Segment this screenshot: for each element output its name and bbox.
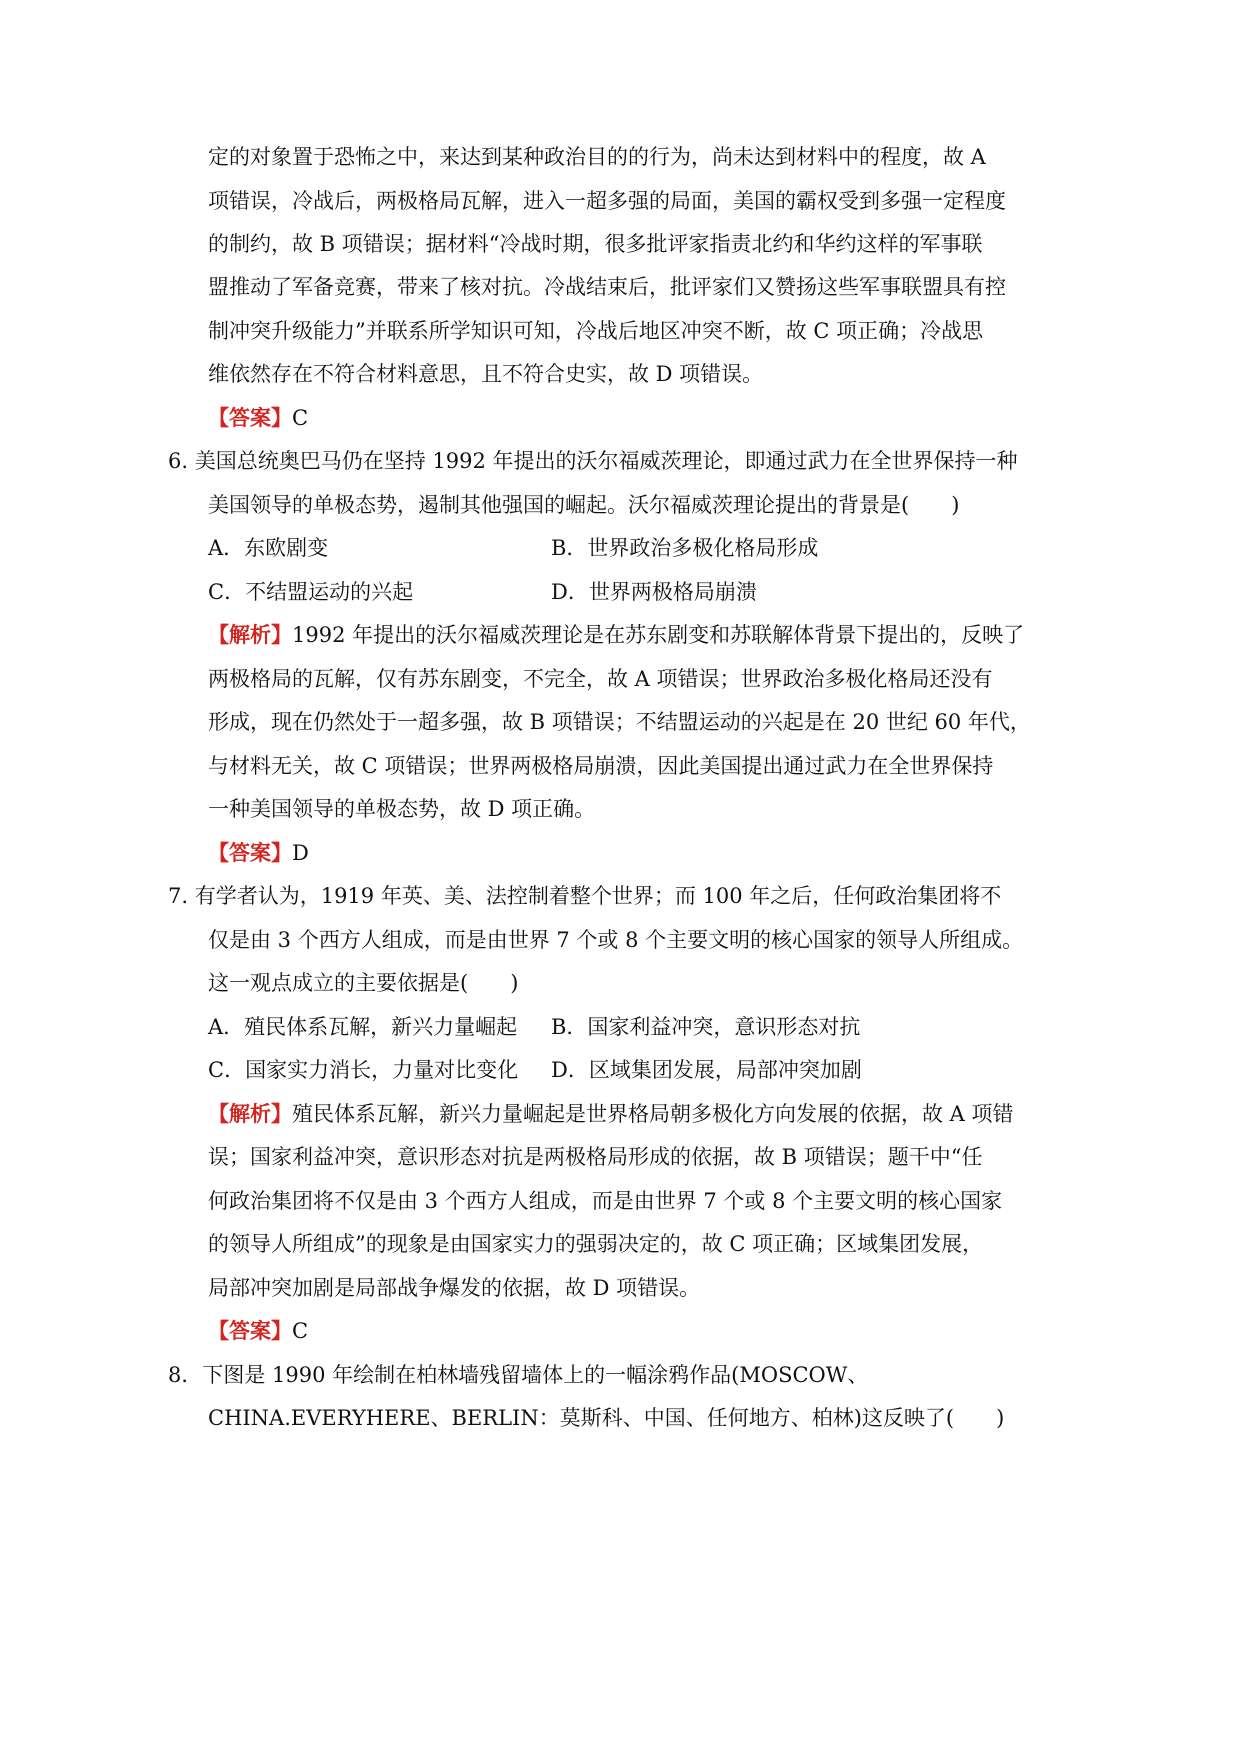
answer-value: C xyxy=(292,1319,309,1343)
analysis-line xyxy=(208,620,1024,650)
option-d: D．世界两极格局崩溃 xyxy=(551,580,757,604)
option-c: C．不结盟运动的兴起 xyxy=(208,580,414,604)
analysis-line: 形成，现在仍然处于一超多强，故 B 项错误；不结盟运动的兴起是在 20 世纪 60 年代， xyxy=(208,710,1031,734)
analysis-line: 的制约，故 B 项错误；据材料“冷战时期，很多批评家指责北约和华约这样的军事联 xyxy=(208,232,983,256)
question-stem-line: 8．下图是 1990 年绘制在柏林墙残留墙体上的一幅涂鸦作品(MOSCOW、 xyxy=(168,1363,869,1387)
analysis-line: 误；国家利益冲突，意识形态对抗是两极格局形成的依据，故 B 项错误；题干中“任 xyxy=(208,1145,983,1169)
analysis-text: 1992 年提出的沃尔福威茨理论是在苏东剧变和苏联解体背景下提出的，反映了 xyxy=(292,623,1025,647)
answer-label: 【答案】 xyxy=(208,840,292,865)
answer-label: 【答案】 xyxy=(208,1318,292,1343)
analysis-line: 两极格局的瓦解，仅有苏东剧变，不完全，故 A 项错误；世界政治多极化格局还没有 xyxy=(208,667,993,691)
analysis-label: 【解析】 xyxy=(208,1101,292,1126)
analysis-line: 的领导人所组成”的现象是由国家实力的强弱决定的，故 C 项正确；区域集团发展， xyxy=(208,1232,984,1256)
question-stem-line: CHINA.EVERYHERE、BERLIN：莫斯科、中国、任何地方、柏林)这反映了( ) xyxy=(208,1406,1005,1430)
answer-label: 【答案】 xyxy=(208,405,292,430)
answer-value: C xyxy=(292,406,309,430)
analysis-line: 一种美国领导的单极态势，故 D 项正确。 xyxy=(208,797,596,821)
question-stem-line: 美国领导的单极态势，遏制其他强国的崛起。沃尔福威茨理论提出的背景是( ) xyxy=(208,493,960,517)
question-stem-line: 仅是由 3 个西方人组成，而是由世界 7 个或 8 个主要文明的核心国家的领导人所组成。 xyxy=(208,928,1024,952)
analysis-line: 定的对象置于恐怖之中，来达到某种政治目的的行为，尚未达到材料中的程度，故 A xyxy=(208,145,986,169)
analysis-line: 盟推动了军备竞赛，带来了核对抗。冷战结束后，批评家们又赞扬这些军事联盟具有控 xyxy=(208,275,1006,299)
analysis-line: 项错误，冷战后，两极格局瓦解，进入一超多强的局面，美国的霸权受到多强一定程度 xyxy=(208,189,1006,213)
option-d: D．区域集团发展，局部冲突加剧 xyxy=(551,1058,862,1082)
analysis-line: 何政治集团将不仅是由 3 个西方人组成，而是由世界 7 个或 8 个主要文明的核心国家 xyxy=(208,1189,1003,1213)
answer-line xyxy=(208,838,309,868)
option-c: C．国家实力消长，力量对比变化 xyxy=(208,1058,519,1082)
option-b: B．世界政治多极化格局形成 xyxy=(551,536,819,560)
analysis-line xyxy=(208,1099,1014,1129)
option-a: A．殖民体系瓦解，新兴力量崛起 xyxy=(208,1015,518,1039)
question-stem-line: 这一观点成立的主要依据是( ) xyxy=(208,971,519,995)
option-b: B．国家利益冲突，意识形态对抗 xyxy=(551,1015,861,1039)
question-stem-line: 7. 有学者认为，1919 年英、美、法控制着整个世界；而 100 年之后，任何政治集团将不 xyxy=(168,884,1002,908)
analysis-text: 殖民体系瓦解，新兴力量崛起是世界格局朝多极化方向发展的依据，故 A 项错 xyxy=(292,1102,1014,1126)
analysis-label: 【解析】 xyxy=(208,622,292,647)
option-a: A．东欧剧变 xyxy=(208,536,329,560)
answer-line xyxy=(208,403,308,433)
answer-line xyxy=(208,1316,308,1346)
question-stem-line: 6. 美国总统奥巴马仍在坚持 1992 年提出的沃尔福威茨理论，即通过武力在全世界保持一种 xyxy=(168,449,1018,473)
analysis-line: 与材料无关，故 C 项错误；世界两极格局崩溃，因此美国提出通过武力在全世界保持 xyxy=(208,754,994,778)
answer-value: D xyxy=(292,841,309,865)
analysis-line: 制冲突升级能力”并联系所学知识可知，冷战后地区冲突不断，故 C 项正确；冷战思 xyxy=(208,319,984,343)
analysis-line: 局部冲突加剧是局部战争爆发的依据，故 D 项错误。 xyxy=(208,1276,701,1300)
analysis-line: 维依然存在不符合材料意思，且不符合史实，故 D 项错误。 xyxy=(208,362,764,386)
